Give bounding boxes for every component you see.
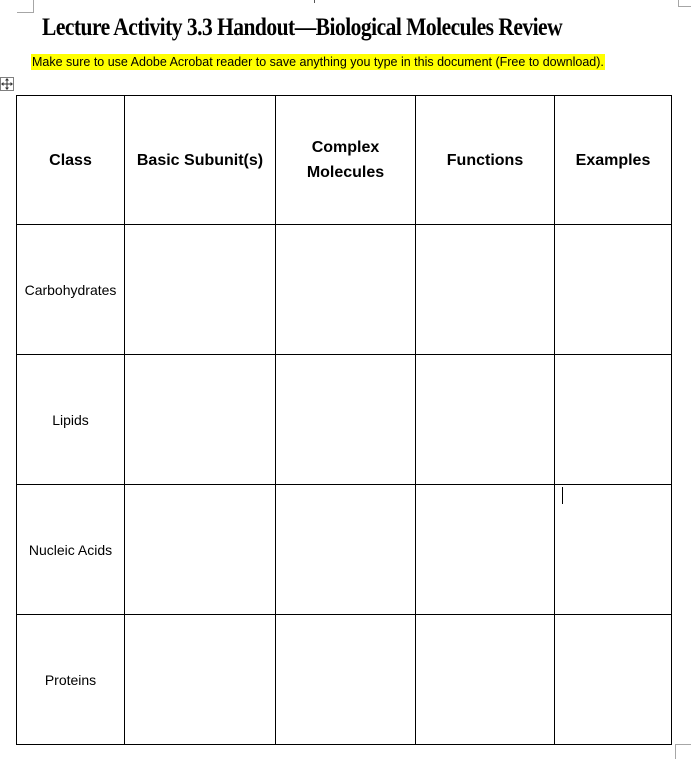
basic-subunits-cell[interactable]: [125, 615, 276, 745]
examples-cell[interactable]: [555, 615, 672, 745]
table-move-handle[interactable]: [0, 77, 14, 91]
header-functions: Functions: [416, 96, 555, 225]
functions-cell[interactable]: [416, 485, 555, 615]
basic-subunits-cell[interactable]: [125, 485, 276, 615]
ruler-tick: [314, 0, 315, 3]
basic-subunits-cell[interactable]: [125, 355, 276, 485]
document-title: Lecture Activity 3.3 Handout—Biological Molecules Review: [42, 14, 563, 41]
header-complex-molecules: Complex Molecules: [276, 96, 416, 225]
page-corner-mark-top-right: [678, 0, 691, 7]
complex-molecules-cell[interactable]: [276, 485, 416, 615]
functions-cell[interactable]: [416, 355, 555, 485]
examples-cell[interactable]: [555, 355, 672, 485]
functions-cell[interactable]: [416, 225, 555, 355]
class-cell: Lipids: [17, 355, 125, 485]
complex-molecules-cell[interactable]: [276, 355, 416, 485]
complex-molecules-cell[interactable]: [276, 225, 416, 355]
page-corner-mark-top-left: [17, 0, 34, 13]
class-cell: Nucleic Acids: [17, 485, 125, 615]
basic-subunits-cell[interactable]: [125, 225, 276, 355]
header-basic-subunits: Basic Subunit(s): [125, 96, 276, 225]
complex-molecules-cell[interactable]: [276, 615, 416, 745]
functions-cell[interactable]: [416, 615, 555, 745]
table-row: [17, 615, 672, 745]
examples-cell[interactable]: [555, 225, 672, 355]
table-row: [17, 225, 672, 355]
page-corner-mark-bottom-right: [675, 744, 691, 759]
examples-cell[interactable]: [555, 485, 672, 615]
table-row: [17, 485, 672, 615]
highlighted-notice: Make sure to use Adobe Acrobat reader to save anything you type in this document (Free to download).: [32, 55, 604, 69]
table-header-row: [17, 96, 672, 225]
class-cell: Carbohydrates: [17, 225, 125, 355]
header-examples: Examples: [555, 96, 672, 225]
class-cell: Proteins: [17, 615, 125, 745]
text-cursor: [562, 487, 563, 504]
header-class: Class: [17, 96, 125, 225]
four-way-arrow-icon: [1, 78, 13, 90]
table-row: [17, 355, 672, 485]
review-table: [16, 95, 672, 745]
